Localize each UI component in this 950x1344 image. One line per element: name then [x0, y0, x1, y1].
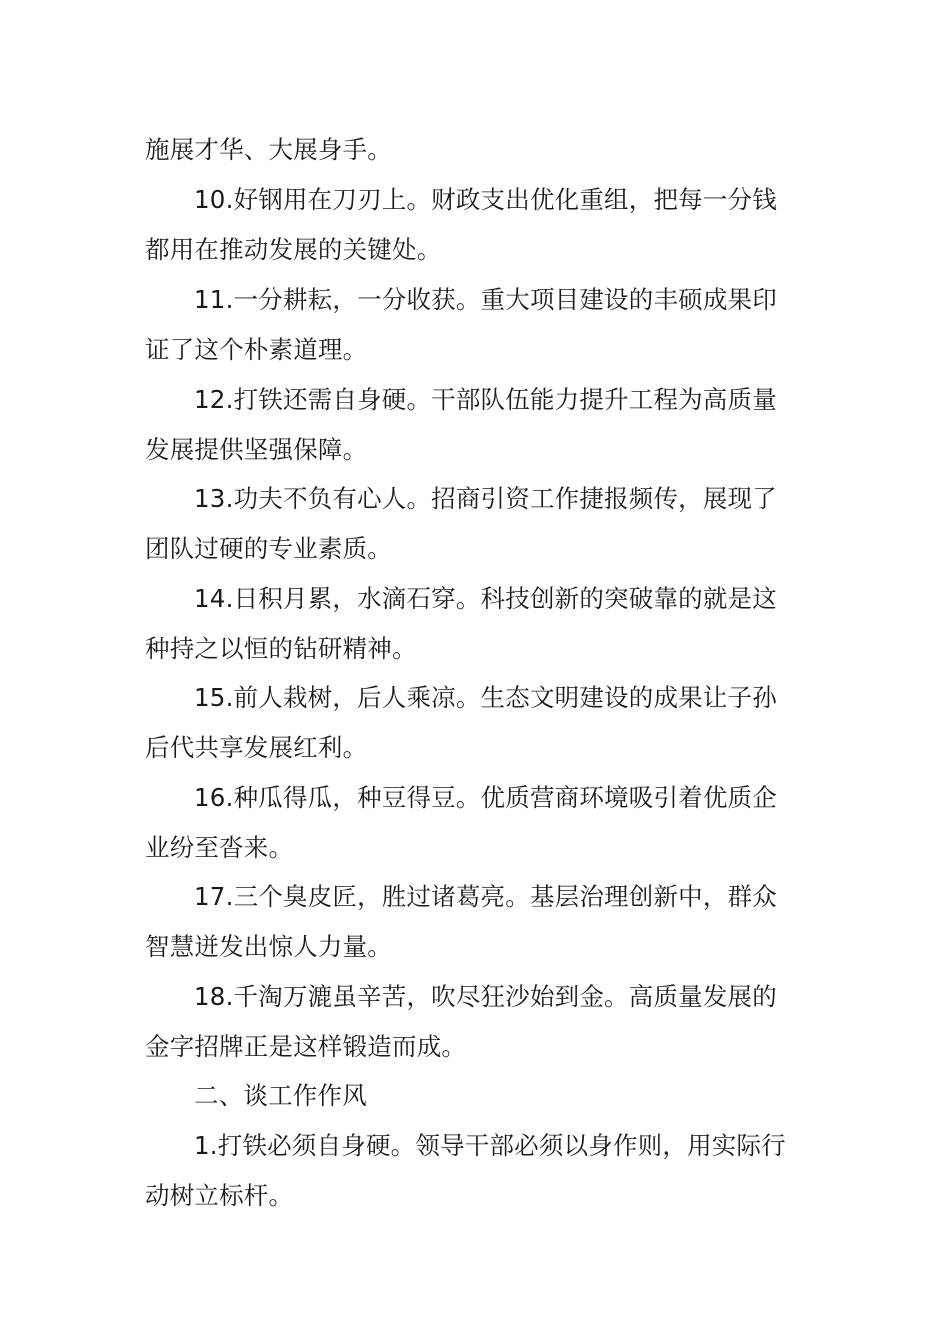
section-heading: 二、谈工作作风	[194, 1081, 367, 1110]
list-item-14-line-2: 种持之以恒的钻研精神。	[145, 634, 417, 663]
list-item-12-line-1: 12.打铁还需自身硬。干部队伍能力提升工程为高质量	[194, 385, 777, 414]
list-item-17-line-1: 17.三个臭皮匠，胜过诸葛亮。基层治理创新中，群众	[194, 882, 777, 911]
list-item-1-line-2: 动树立标杆。	[145, 1181, 294, 1210]
list-item-17-line-2: 智慧迸发出惊人力量。	[145, 932, 392, 961]
list-item-10-line-2: 都用在推动发展的关键处。	[145, 235, 442, 264]
list-item-10-line-1: 10.好钢用在刀刃上。财政支出优化重组，把每一分钱	[194, 185, 777, 214]
list-item-16-line-2: 业纷至沓来。	[145, 833, 294, 862]
list-item-11-line-1: 11.一分耕耘，一分收获。重大项目建设的丰硕成果印	[194, 285, 777, 314]
list-item-18-line-2: 金字招牌正是这样锻造而成。	[145, 1032, 467, 1061]
list-item-12-line-2: 发展提供坚强保障。	[145, 435, 368, 464]
list-item-13-line-1: 13.功夫不负有心人。招商引资工作捷报频传，展现了	[194, 484, 777, 513]
list-item-11-line-2: 证了这个朴素道理。	[145, 335, 368, 364]
list-item-18-line-1: 18.千淘万漉虽辛苦，吹尽狂沙始到金。高质量发展的	[194, 982, 777, 1011]
list-item-14-line-1: 14.日积月累，水滴石穿。科技创新的突破靠的就是这	[194, 584, 777, 613]
text-line: 施展才华、大展身手。	[145, 135, 392, 164]
list-item-16-line-1: 16.种瓜得瓜，种豆得豆。优质营商环境吸引着优质企	[194, 783, 777, 812]
list-item-15-line-2: 后代共享发展红利。	[145, 733, 368, 762]
list-item-13-line-2: 团队过硬的专业素质。	[145, 534, 392, 563]
list-item-15-line-1: 15.前人栽树，后人乘凉。生态文明建设的成果让子孙	[194, 683, 777, 712]
list-item-1-line-1: 1.打铁必须自身硬。领导干部必须以身作则，用实际行	[194, 1131, 786, 1160]
